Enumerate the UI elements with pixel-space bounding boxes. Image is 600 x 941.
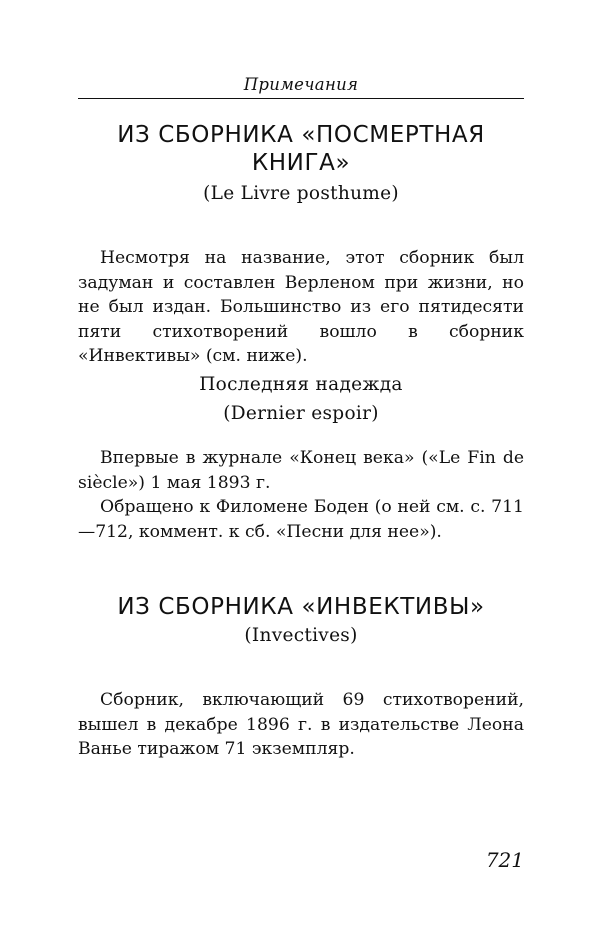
running-header: Примечания [243,75,359,94]
section-title-invectives: ИЗ СБОРНИКА «ИНВЕКТИВЫ» [117,594,485,620]
page-number: 721 [485,848,524,872]
paragraph: Несмотря на название, этот сборник был задуман и составлен Верленом при жизни, но не был издан. Большинство из его пятидесяти пяти стихотворений вошло в сборник «Инвективы» (см. ниже). [78,248,524,367]
section-body-invectives [78,688,524,762]
section-subtitle-posthume: (Le Livre posthume) [203,183,399,204]
section-title-posthume-line2: КНИГА» [251,150,351,176]
section-title-posthume-line1: ИЗ СБОРНИКА «ПОСМЕРТНАЯ [117,122,485,148]
paragraph: Сборник, включающий 69 стихотворений, вышел в декабре 1896 г. в издательстве Леона Ванье тиражом 71 экземпляр. [78,690,524,760]
header-rule [78,98,524,99]
poem-subtitle: (Dernier espoir) [223,403,379,424]
note-paragraph: Впервые в журнале «Конец века» («Le Fin de siècle») 1 мая 1893 г. [78,448,524,493]
section-body-posthume [78,246,524,369]
note-paragraph: Обращено к Филомене Боден (о ней см. с. 711—712, коммент. к сб. «Песни для нее»). [78,497,524,542]
poem-notes [78,446,524,544]
poem-title: Последняя надежда [199,374,403,395]
section-subtitle-invectives: (Invectives) [244,625,358,646]
